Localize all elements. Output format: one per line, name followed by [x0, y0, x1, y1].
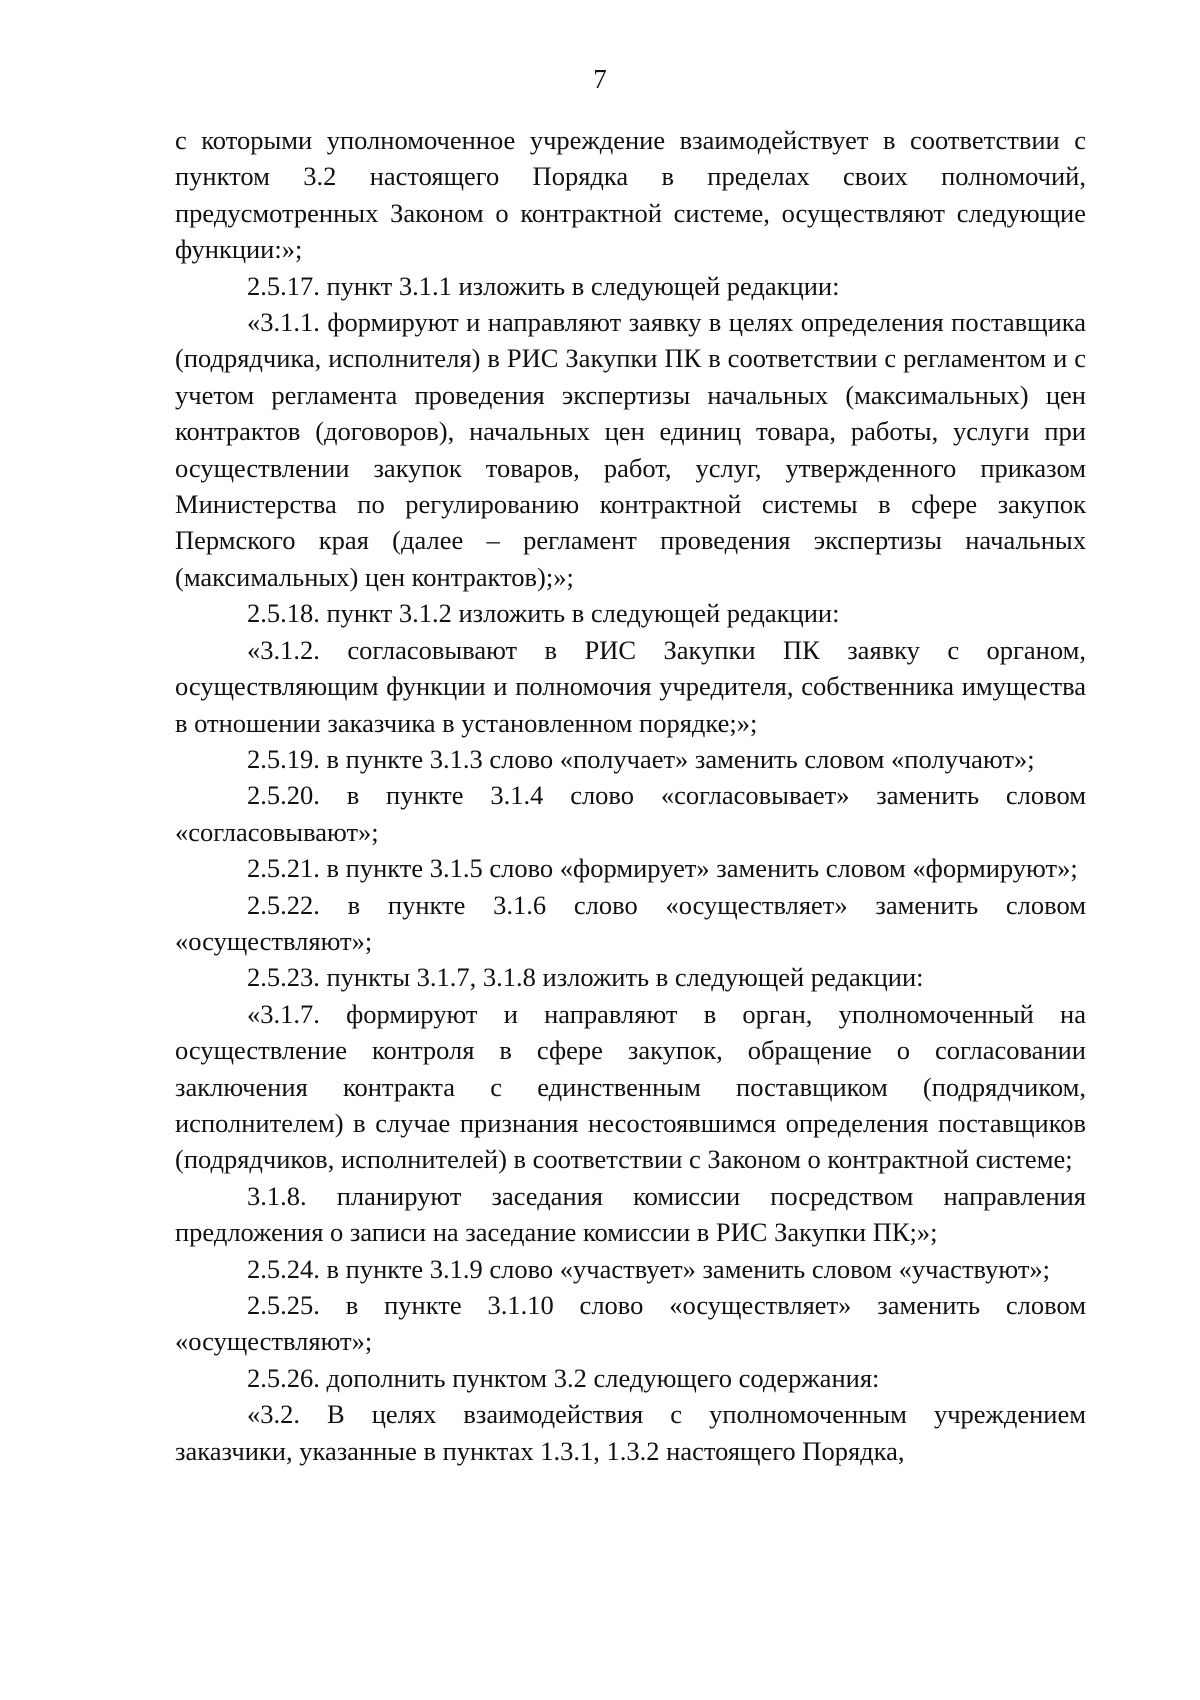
paragraph-2-5-21: 2.5.21. в пункте 3.1.5 слово «формирует» заменить словом «формируют»;: [247, 853, 1078, 884]
paragraph-2-5-26: 2.5.26. дополнить пунктом 3.2 следующего содержания:: [247, 1362, 880, 1393]
paragraph-3-1-8: 3.1.8. планируют заседания комиссии посредством направления предложения о записи на заседание комиссии в РИС Закупки ПК;»;: [175, 1180, 1086, 1248]
paragraph-2-5-19: 2.5.19. в пункте 3.1.3 слово «получает» заменить словом «получают»;: [247, 743, 1035, 774]
paragraph: с которыми уполномоченное учреждение взаимодействует в соответствии с пунктом 3.2 настоящего Порядка в пределах своих полномочий, предусмотренных Законом о контрактной системе, осуществляют следующие функции:»;: [175, 125, 1086, 265]
paragraph-2-5-24: 2.5.24. в пункте 3.1.9 слово «участвует» заменить словом «участвуют»;: [247, 1253, 1051, 1284]
paragraph-2-5-23: 2.5.23. пункты 3.1.7, 3.1.8 изложить в следующей редакции:: [247, 962, 924, 993]
paragraph-2-5-17: 2.5.17. пункт 3.1.1 изложить в следующей редакции:: [247, 270, 840, 301]
paragraph-3-1-2: «3.1.2. согласовывают в РИС Закупки ПК заявку с органом, осуществляющим функции и полномочия учредителя, собственника имущества в отношении заказчика в установленном порядке;»;: [175, 634, 1086, 738]
document-body: [175, 122, 1086, 1469]
page-number: 7: [593, 64, 607, 94]
paragraph-3-1-1: «3.1.1. формируют и направляют заявку в целях определения поставщика (подрядчика, исполнителя) в РИС Закупки ПК в соответствии с регламентом и с учетом регламента проведения экспертизы начальных (максимальных) цен контрактов (договоров), начальных цен единиц товара, работы, услуги при осуществлении закупок товаров, работ, услуг, утвержденного приказом Министерства по регулированию контрактной системы в сфере закупок Пермского края (далее – регламент проведения экспертизы начальных (максимальных) цен контрактов);»;: [175, 307, 1086, 592]
paragraph-3-1-7: «3.1.7. формируют и направляют в орган, уполномоченный на осуществление контроля в сфере закупок, обращение о согласовании заключения контракта с единственным поставщиком (подрядчиком, исполнителем) в случае признания несостоявшимся определения поставщиков (подрядчиков, исполнителей) в соответствии с Законом о контрактной системе;: [175, 998, 1086, 1175]
paragraph-2-5-20: 2.5.20. в пункте 3.1.4 слово «согласовывает» заменить словом «согласовывают»;: [175, 780, 1086, 847]
paragraph-2-5-22: 2.5.22. в пункте 3.1.6 слово «осуществляет» заменить словом «осуществляют»;: [175, 889, 1086, 956]
paragraph-2-5-18: 2.5.18. пункт 3.1.2 изложить в следующей редакции:: [247, 598, 840, 629]
paragraph-2-5-25: 2.5.25. в пункте 3.1.10 слово «осуществляет» заменить словом «осуществляют»;: [175, 1290, 1086, 1357]
paragraph-3-2: «3.2. В целях взаимодействия с уполномоченным учреждением заказчики, указанные в пунктах 1.3.1, 1.3.2 настоящего Порядка,: [175, 1399, 1086, 1466]
